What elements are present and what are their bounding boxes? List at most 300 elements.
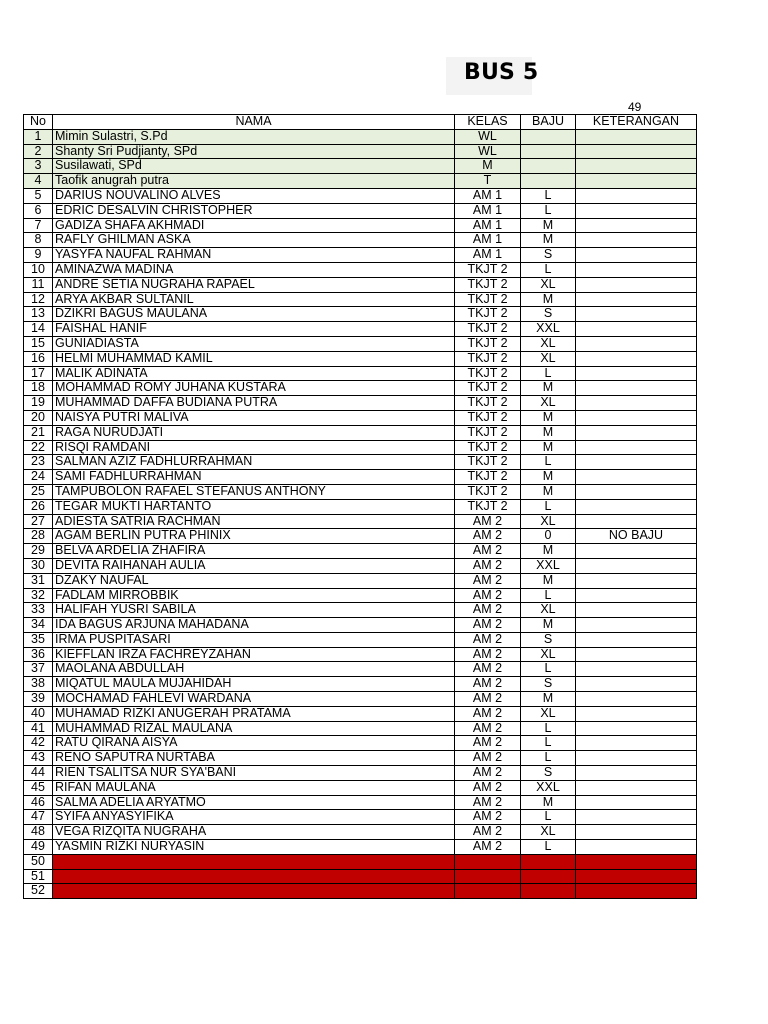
class-cell [455, 884, 521, 899]
student-name: Taofik anugrah putra [53, 174, 455, 189]
student-name: ANDRE SETIA NUGRAHA RAPAEL [53, 277, 455, 292]
class-cell: AM 2 [455, 632, 521, 647]
row-number: 13 [24, 307, 53, 322]
class-cell: TKJT 2 [455, 381, 521, 396]
class-cell: AM 1 [455, 233, 521, 248]
remarks-cell [576, 544, 697, 559]
shirt-size-cell: L [521, 721, 576, 736]
shirt-size-cell: L [521, 499, 576, 514]
remarks-cell [576, 410, 697, 425]
table-row [24, 854, 697, 869]
shirt-size-cell: M [521, 618, 576, 633]
class-cell: TKJT 2 [455, 351, 521, 366]
table-row [24, 677, 697, 692]
shirt-size-cell: XL [521, 647, 576, 662]
class-cell: TKJT 2 [455, 410, 521, 425]
class-cell: AM 2 [455, 692, 521, 707]
class-cell: TKJT 2 [455, 336, 521, 351]
row-number: 45 [24, 780, 53, 795]
remarks-cell [576, 366, 697, 381]
table-row [24, 218, 697, 233]
table-row [24, 470, 697, 485]
class-cell: TKJT 2 [455, 440, 521, 455]
class-cell [455, 869, 521, 884]
student-name: AGAM BERLIN PUTRA PHINIX [53, 529, 455, 544]
row-number: 38 [24, 677, 53, 692]
remarks-cell [576, 662, 697, 677]
student-name: ADIESTA SATRIA RACHMAN [53, 514, 455, 529]
remarks-cell [576, 766, 697, 781]
student-name: HELMI MUHAMMAD KAMIL [53, 351, 455, 366]
shirt-size-cell: L [521, 455, 576, 470]
table-row [24, 144, 697, 159]
table-row [24, 529, 697, 544]
class-cell: AM 2 [455, 751, 521, 766]
table-row [24, 514, 697, 529]
remarks-cell [576, 322, 697, 337]
table-row [24, 292, 697, 307]
student-name: MIQATUL MAULA MUJAHIDAH [53, 677, 455, 692]
table-body [24, 129, 697, 898]
table-row [24, 396, 697, 411]
table-row [24, 662, 697, 677]
student-name: IDA BAGUS ARJUNA MAHADANA [53, 618, 455, 633]
shirt-size-cell: M [521, 233, 576, 248]
passenger-table [23, 114, 697, 899]
shirt-size-cell [521, 174, 576, 189]
class-cell: TKJT 2 [455, 425, 521, 440]
shirt-size-cell [521, 159, 576, 174]
shirt-size-cell: M [521, 573, 576, 588]
row-number: 30 [24, 558, 53, 573]
column-header-baju: BAJU [521, 115, 576, 130]
table-row [24, 129, 697, 144]
row-number: 7 [24, 218, 53, 233]
row-number: 50 [24, 854, 53, 869]
class-cell: TKJT 2 [455, 277, 521, 292]
class-cell: AM 2 [455, 618, 521, 633]
student-name: AMINAZWA MADINA [53, 262, 455, 277]
student-name: ARYA AKBAR SULTANIL [53, 292, 455, 307]
shirt-size-cell: L [521, 262, 576, 277]
remarks-cell [576, 854, 697, 869]
row-number: 37 [24, 662, 53, 677]
student-name: RIEN TSALITSA NUR SYA'BANI [53, 766, 455, 781]
student-name: SALMAN AZIZ FADHLURRAHMAN [53, 455, 455, 470]
column-header-nama: NAMA [53, 115, 455, 130]
table-row [24, 233, 697, 248]
row-number: 24 [24, 470, 53, 485]
table-row [24, 632, 697, 647]
table-row [24, 203, 697, 218]
row-number: 19 [24, 396, 53, 411]
student-name: MUHAMMAD DAFFA BUDIANA PUTRA [53, 396, 455, 411]
student-name: GUNIADIASTA [53, 336, 455, 351]
class-cell: TKJT 2 [455, 455, 521, 470]
row-number: 48 [24, 825, 53, 840]
row-number: 21 [24, 425, 53, 440]
table-row [24, 455, 697, 470]
remarks-cell [576, 736, 697, 751]
student-name: RENO SAPUTRA NURTABA [53, 751, 455, 766]
remarks-cell [576, 588, 697, 603]
row-number: 36 [24, 647, 53, 662]
shirt-size-cell: XL [521, 603, 576, 618]
remarks-cell [576, 218, 697, 233]
table-row [24, 558, 697, 573]
shirt-size-cell: L [521, 662, 576, 677]
shirt-size-cell: M [521, 470, 576, 485]
table-row [24, 869, 697, 884]
student-name: HALIFAH YUSRI SABILA [53, 603, 455, 618]
student-name: BELVA ARDELIA ZHAFIRA [53, 544, 455, 559]
class-cell: AM 2 [455, 603, 521, 618]
table-row [24, 780, 697, 795]
student-name: RIFAN MAULANA [53, 780, 455, 795]
remarks-cell [576, 751, 697, 766]
row-number: 20 [24, 410, 53, 425]
remarks-cell [576, 336, 697, 351]
remarks-cell [576, 677, 697, 692]
class-cell: M [455, 159, 521, 174]
table-row [24, 336, 697, 351]
row-number: 11 [24, 277, 53, 292]
student-name: MUHAMAD RIZKI ANUGERAH PRATAMA [53, 706, 455, 721]
class-cell: AM 1 [455, 188, 521, 203]
remarks-cell [576, 692, 697, 707]
table-row [24, 366, 697, 381]
student-name: MUHAMMAD RIZAL MAULANA [53, 721, 455, 736]
row-number: 14 [24, 322, 53, 337]
shirt-size-cell: M [521, 692, 576, 707]
student-name: SALMA ADELIA ARYATMO [53, 795, 455, 810]
row-number: 8 [24, 233, 53, 248]
student-name: TEGAR MUKTI HARTANTO [53, 499, 455, 514]
student-name: VEGA RIZQITA NUGRAHA [53, 825, 455, 840]
shirt-size-cell: L [521, 188, 576, 203]
table-row [24, 588, 697, 603]
shirt-size-cell: XXL [521, 322, 576, 337]
table-row [24, 484, 697, 499]
table-row [24, 573, 697, 588]
remarks-cell [576, 558, 697, 573]
remarks-cell [576, 129, 697, 144]
row-number: 27 [24, 514, 53, 529]
row-number: 4 [24, 174, 53, 189]
column-header-keterangan: KETERANGAN [576, 115, 697, 130]
class-cell [455, 854, 521, 869]
row-number: 3 [24, 159, 53, 174]
remarks-cell [576, 351, 697, 366]
class-cell: AM 2 [455, 544, 521, 559]
table-row [24, 766, 697, 781]
student-name: EDRIC DESALVIN CHRISTOPHER [53, 203, 455, 218]
shirt-size-cell: M [521, 218, 576, 233]
table-row [24, 307, 697, 322]
class-cell: AM 2 [455, 529, 521, 544]
row-number: 29 [24, 544, 53, 559]
shirt-size-cell: XL [521, 825, 576, 840]
student-name: MOCHAMAD FAHLEVI WARDANA [53, 692, 455, 707]
class-cell: TKJT 2 [455, 470, 521, 485]
row-number: 52 [24, 884, 53, 899]
student-name: FAISHAL HANIF [53, 322, 455, 337]
remarks-cell [576, 248, 697, 263]
row-number: 2 [24, 144, 53, 159]
row-number: 47 [24, 810, 53, 825]
student-name: RAFLY GHILMAN ASKA [53, 233, 455, 248]
table-row [24, 840, 697, 855]
table-row [24, 692, 697, 707]
class-cell: AM 2 [455, 588, 521, 603]
shirt-size-cell: M [521, 544, 576, 559]
student-name: KIEFFLAN IRZA FACHREYZAHAN [53, 647, 455, 662]
page-title: BUS 5 [464, 60, 539, 85]
table-row [24, 277, 697, 292]
remarks-cell [576, 884, 697, 899]
shirt-size-cell [521, 144, 576, 159]
shirt-size-cell: M [521, 440, 576, 455]
student-name: Susilawati, SPd [53, 159, 455, 174]
class-cell: WL [455, 144, 521, 159]
row-number: 40 [24, 706, 53, 721]
student-name: DZAKY NAUFAL [53, 573, 455, 588]
class-cell: TKJT 2 [455, 307, 521, 322]
class-cell: AM 2 [455, 736, 521, 751]
row-number: 51 [24, 869, 53, 884]
student-name: FADLAM MIRROBBIK [53, 588, 455, 603]
student-name: Shanty Sri Pudjianty, SPd [53, 144, 455, 159]
remarks-cell [576, 706, 697, 721]
remarks-cell [576, 573, 697, 588]
shirt-size-cell: L [521, 810, 576, 825]
row-number: 6 [24, 203, 53, 218]
remarks-cell [576, 869, 697, 884]
table-row [24, 618, 697, 633]
class-cell: AM 2 [455, 647, 521, 662]
shirt-size-cell: XL [521, 351, 576, 366]
remarks-cell [576, 455, 697, 470]
remarks-cell [576, 470, 697, 485]
remarks-cell [576, 159, 697, 174]
shirt-size-cell: XL [521, 336, 576, 351]
row-number: 26 [24, 499, 53, 514]
remarks-cell [576, 840, 697, 855]
class-cell: TKJT 2 [455, 262, 521, 277]
shirt-size-cell [521, 854, 576, 869]
row-number: 17 [24, 366, 53, 381]
row-number: 32 [24, 588, 53, 603]
table-row [24, 174, 697, 189]
student-name: NAISYA PUTRI MALIVA [53, 410, 455, 425]
table-row [24, 248, 697, 263]
table-row [24, 544, 697, 559]
row-number: 43 [24, 751, 53, 766]
class-cell: AM 2 [455, 766, 521, 781]
student-name: YASMIN RIZKI NURYASIN [53, 840, 455, 855]
remarks-cell [576, 795, 697, 810]
shirt-size-cell: XL [521, 514, 576, 529]
table-row [24, 884, 697, 899]
row-number: 41 [24, 721, 53, 736]
table-row [24, 647, 697, 662]
remarks-cell [576, 825, 697, 840]
row-number: 42 [24, 736, 53, 751]
shirt-size-cell: L [521, 736, 576, 751]
shirt-size-cell: L [521, 366, 576, 381]
remarks-cell [576, 618, 697, 633]
student-name [53, 884, 455, 899]
remarks-cell [576, 603, 697, 618]
remarks-cell [576, 174, 697, 189]
class-cell: AM 2 [455, 573, 521, 588]
remarks-cell [576, 440, 697, 455]
class-cell: T [455, 174, 521, 189]
total-count: 49 [628, 100, 642, 114]
student-name: DARIUS NOUVALINO ALVES [53, 188, 455, 203]
student-name: Mimin Sulastri, S.Pd [53, 129, 455, 144]
class-cell: AM 2 [455, 795, 521, 810]
row-number: 46 [24, 795, 53, 810]
column-header-no: No [24, 115, 53, 130]
table-header-row [24, 115, 697, 130]
student-name: TAMPUBOLON RAFAEL STEFANUS ANTHONY [53, 484, 455, 499]
shirt-size-cell: S [521, 307, 576, 322]
shirt-size-cell: XXL [521, 780, 576, 795]
row-number: 49 [24, 840, 53, 855]
student-name: RAGA NURUDJATI [53, 425, 455, 440]
class-cell: AM 2 [455, 677, 521, 692]
shirt-size-cell: M [521, 410, 576, 425]
class-cell: AM 1 [455, 248, 521, 263]
table-row [24, 736, 697, 751]
remarks-cell [576, 144, 697, 159]
table-row [24, 795, 697, 810]
row-number: 34 [24, 618, 53, 633]
remarks-cell [576, 810, 697, 825]
row-number: 5 [24, 188, 53, 203]
class-cell: AM 2 [455, 514, 521, 529]
class-cell: TKJT 2 [455, 292, 521, 307]
shirt-size-cell: S [521, 677, 576, 692]
table-row [24, 159, 697, 174]
table-row [24, 825, 697, 840]
remarks-cell [576, 484, 697, 499]
class-cell: TKJT 2 [455, 396, 521, 411]
row-number: 12 [24, 292, 53, 307]
class-cell: AM 2 [455, 810, 521, 825]
remarks-cell [576, 514, 697, 529]
table-row [24, 262, 697, 277]
row-number: 39 [24, 692, 53, 707]
shirt-size-cell [521, 869, 576, 884]
table-row [24, 351, 697, 366]
student-name: DZIKRI BAGUS MAULANA [53, 307, 455, 322]
shirt-size-cell: L [521, 588, 576, 603]
row-number: 33 [24, 603, 53, 618]
shirt-size-cell: M [521, 381, 576, 396]
class-cell: AM 2 [455, 662, 521, 677]
shirt-size-cell: L [521, 751, 576, 766]
shirt-size-cell: L [521, 840, 576, 855]
student-name: YASYFA NAUFAL RAHMAN [53, 248, 455, 263]
remarks-cell [576, 381, 697, 396]
student-name: MAOLANA ABDULLAH [53, 662, 455, 677]
remarks-cell [576, 277, 697, 292]
row-number: 9 [24, 248, 53, 263]
student-name: IRMA PUSPITASARI [53, 632, 455, 647]
table-row [24, 188, 697, 203]
remarks-cell [576, 632, 697, 647]
class-cell: WL [455, 129, 521, 144]
row-number: 23 [24, 455, 53, 470]
row-number: 22 [24, 440, 53, 455]
class-cell: AM 2 [455, 840, 521, 855]
row-number: 35 [24, 632, 53, 647]
student-name: MALIK ADINATA [53, 366, 455, 381]
row-number: 10 [24, 262, 53, 277]
row-number: 44 [24, 766, 53, 781]
row-number: 1 [24, 129, 53, 144]
row-number: 18 [24, 381, 53, 396]
remarks-cell [576, 188, 697, 203]
remarks-cell [576, 425, 697, 440]
student-name: SAMI FADHLURRAHMAN [53, 470, 455, 485]
shirt-size-cell: M [521, 795, 576, 810]
student-name [53, 854, 455, 869]
table-row [24, 706, 697, 721]
table-row [24, 381, 697, 396]
shirt-size-cell: 0 [521, 529, 576, 544]
remarks-cell [576, 203, 697, 218]
class-cell: AM 2 [455, 706, 521, 721]
row-number: 31 [24, 573, 53, 588]
shirt-size-cell [521, 884, 576, 899]
class-cell: TKJT 2 [455, 322, 521, 337]
remarks-cell [576, 233, 697, 248]
shirt-size-cell: XXL [521, 558, 576, 573]
student-name: DEVITA RAIHANAH AULIA [53, 558, 455, 573]
shirt-size-cell: L [521, 203, 576, 218]
remarks-cell [576, 396, 697, 411]
class-cell: AM 1 [455, 218, 521, 233]
class-cell: AM 2 [455, 825, 521, 840]
remarks-cell [576, 292, 697, 307]
remarks-cell: NO BAJU [576, 529, 697, 544]
column-header-kelas: KELAS [455, 115, 521, 130]
shirt-size-cell: M [521, 425, 576, 440]
row-number: 25 [24, 484, 53, 499]
remarks-cell [576, 780, 697, 795]
student-name: RISQI RAMDANI [53, 440, 455, 455]
shirt-size-cell: S [521, 766, 576, 781]
class-cell: AM 1 [455, 203, 521, 218]
table-row [24, 499, 697, 514]
shirt-size-cell: XL [521, 706, 576, 721]
student-name: MOHAMMAD ROMY JUHANA KUSTARA [53, 381, 455, 396]
remarks-cell [576, 647, 697, 662]
class-cell: TKJT 2 [455, 499, 521, 514]
row-number: 16 [24, 351, 53, 366]
remarks-cell [576, 499, 697, 514]
table-row [24, 810, 697, 825]
table-row [24, 603, 697, 618]
shirt-size-cell: M [521, 292, 576, 307]
table-row [24, 721, 697, 736]
shirt-size-cell [521, 129, 576, 144]
shirt-size-cell: S [521, 248, 576, 263]
class-cell: AM 2 [455, 780, 521, 795]
